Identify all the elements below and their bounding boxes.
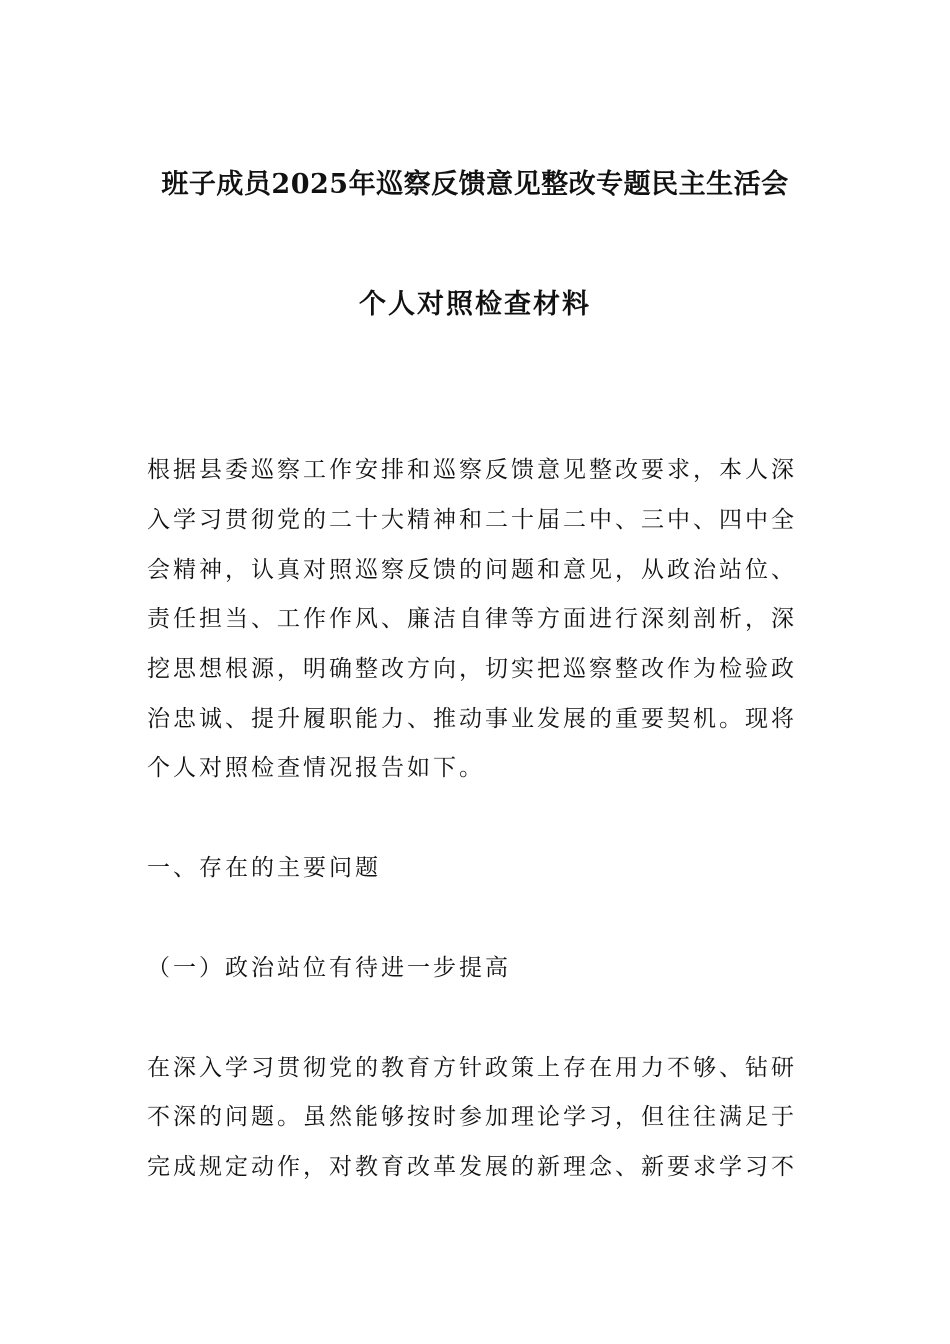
section-heading: 一、存在的主要问题 <box>147 855 381 881</box>
paragraph-line: 责任担当、工作作风、廉洁自律等方面进行深刻剖析，深 <box>147 606 797 632</box>
paragraph-line: 入学习贯彻党的二十大精神和二十届二中、三中、四中全 <box>147 507 797 533</box>
paragraph-line: 挖思想根源，明确整改方向，切实把巡察整改作为检验政 <box>147 656 797 682</box>
document-title-line-2: 个人对照检查材料 <box>359 289 591 320</box>
paragraph-line: 在深入学习贯彻党的教育方针政策上存在用力不够、钻研 <box>147 1055 797 1081</box>
paragraph-line: 个人对照检查情况报告如下。 <box>147 755 485 781</box>
paragraph-line: 会精神，认真对照巡察反馈的问题和意见，从政治站位、 <box>147 557 797 583</box>
document-title-line-1: 班子成员2025年巡察反馈意见整改专题民主生活会 <box>161 169 789 200</box>
paragraph-line: 完成规定动作，对教育改革发展的新理念、新要求学习不 <box>147 1154 797 1180</box>
paragraph-line: 不深的问题。虽然能够按时参加理论学习，但往往满足于 <box>147 1104 797 1130</box>
subsection-heading: （一）政治站位有待进一步提高 <box>147 955 511 981</box>
paragraph-line: 根据县委巡察工作安排和巡察反馈意见整改要求，本人深 <box>147 457 797 483</box>
paragraph-line: 治忠诚、提升履职能力、推动事业发展的重要契机。现将 <box>147 706 797 732</box>
